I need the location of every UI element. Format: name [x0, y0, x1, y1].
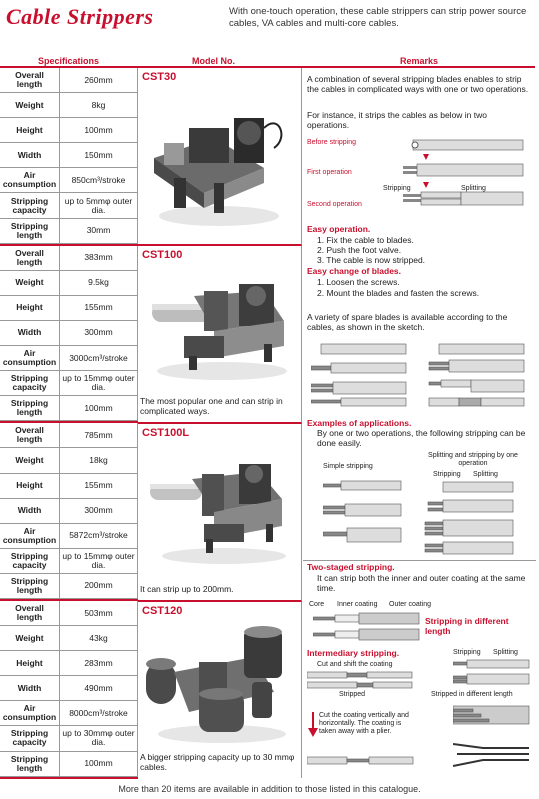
cut-coating-text: Cut the coating vertically and horizontally. The coating is taken away with a plier. — [319, 712, 409, 735]
splitting-label: Splitting — [473, 471, 498, 478]
examples-text: By one or two operations, the following stripping can be done easily. — [317, 428, 526, 448]
specifications-header: Specifications — [38, 56, 100, 66]
label-before-stripping: Before stripping — [307, 139, 357, 146]
spec-row — [0, 499, 138, 524]
spec-label: Air consumption — [0, 524, 60, 548]
spec-row — [0, 601, 138, 626]
spec-value: 503mm — [60, 601, 138, 625]
group-separator — [0, 777, 138, 779]
two-staged-text: It can strip both the inner and outer coating at the same time. — [317, 573, 526, 593]
spec-label: Stripping length — [0, 752, 60, 776]
outer-coating-label: Outer coating — [389, 601, 432, 608]
spec-row — [0, 626, 138, 651]
diff-stripping-label: Stripping — [453, 649, 481, 656]
change-step-2: 2. Mount the blades and fasten the screws. — [317, 288, 480, 298]
remarks-divider — [303, 560, 536, 561]
remarks-para-3: A variety of spare blades is available according to the cables, as shown in the sketch. — [307, 312, 508, 332]
spec-label: Width — [0, 499, 60, 523]
spec-row — [0, 321, 138, 346]
spec-label: Width — [0, 143, 60, 167]
cst120-machine-image — [144, 622, 294, 747]
spec-row — [0, 143, 138, 168]
stripping-diagram — [403, 136, 533, 216]
stripped-label: Stripped — [339, 691, 366, 698]
spec-label: Air consumption — [0, 168, 60, 192]
label-first-operation: First operation — [307, 169, 352, 176]
two-staged-title: Two-staged stripping. — [307, 562, 395, 572]
spec-label: Overall length — [0, 246, 60, 270]
spec-label: Overall length — [0, 601, 60, 625]
spec-row — [0, 574, 138, 599]
cst30-machine-image — [144, 88, 294, 238]
spec-value: 8kg — [60, 93, 138, 117]
easy-step-3: 3. The cable is now stripped. — [317, 255, 426, 265]
spec-row — [0, 93, 138, 118]
intro-text: With one-touch operation, these cable strippers can strip power source cables, VA cables and multi-core cables. — [229, 6, 527, 29]
intermediary-result-sketch — [307, 754, 417, 768]
spec-label: Height — [0, 296, 60, 320]
spec-row — [0, 219, 138, 244]
spec-table — [0, 68, 138, 779]
spec-value: 150mm — [60, 143, 138, 167]
spec-label: Stripping capacity — [0, 726, 60, 750]
spec-value: 300mm — [60, 321, 138, 345]
model-name: CST120 — [142, 605, 183, 617]
split-strip-label: Splitting and stripping by one operation — [428, 452, 518, 467]
spec-value: 850cm³/stroke — [60, 168, 138, 192]
spec-label: Width — [0, 321, 60, 345]
spec-row — [0, 448, 138, 473]
spec-row — [0, 524, 138, 549]
spec-value: up to 15mmφ outer dia. — [60, 371, 138, 395]
examples-title: Examples of applications. — [307, 418, 412, 428]
spec-value: 155mm — [60, 296, 138, 320]
easy-step-2: 2. Push the foot valve. — [317, 245, 402, 255]
spec-label: Overall length — [0, 423, 60, 447]
easy-operation-title: Easy operation. — [307, 224, 371, 234]
intermediary-title: Intermediary stripping. — [307, 648, 400, 658]
spec-row — [0, 168, 138, 193]
cst100-machine-image — [144, 266, 294, 386]
model-column — [138, 68, 302, 778]
simple-stripping-label: Simple stripping — [323, 463, 373, 470]
spec-label: Weight — [0, 93, 60, 117]
core-label: Core — [309, 601, 325, 608]
spec-label: Weight — [0, 271, 60, 295]
spec-value: 260mm — [60, 68, 138, 92]
spec-label: Stripping capacity — [0, 371, 60, 395]
spec-row — [0, 549, 138, 574]
spec-label: Air consumption — [0, 701, 60, 725]
spec-value: 200mm — [60, 574, 138, 598]
spec-label: Stripping length — [0, 219, 60, 243]
spec-value: 283mm — [60, 651, 138, 675]
label-splitting: Splitting — [461, 185, 486, 192]
spec-label: Air consumption — [0, 346, 60, 370]
spec-row — [0, 752, 138, 777]
remarks-para-1: A combination of several stripping blades enables to strip the cables in complicated ways with one or two operations. — [307, 74, 529, 94]
model-cst120 — [138, 602, 302, 778]
spec-label: Height — [0, 118, 60, 142]
spec-value: 100mm — [60, 118, 138, 142]
spec-label: Overall length — [0, 68, 60, 92]
spec-value: 100mm — [60, 396, 138, 420]
model-cst100 — [138, 246, 302, 424]
spec-row — [0, 371, 138, 396]
spec-value: 8000cm³/stroke — [60, 701, 138, 725]
spec-value: 5872cm³/stroke — [60, 524, 138, 548]
spec-row — [0, 423, 138, 448]
spec-value: 155mm — [60, 474, 138, 498]
diff-length-sketch-2 — [453, 704, 533, 776]
model-name: CST30 — [142, 71, 177, 83]
spec-value: 785mm — [60, 423, 138, 447]
spec-value: 100mm — [60, 752, 138, 776]
spec-row — [0, 651, 138, 676]
label-stripping: Stripping — [383, 185, 411, 192]
inner-coating-label: Inner coating — [337, 601, 378, 608]
spec-label: Stripping capacity — [0, 549, 60, 573]
model-caption: It can strip up to 200mm. — [140, 584, 234, 594]
spec-row — [0, 193, 138, 218]
spec-row — [0, 296, 138, 321]
applications-sketch — [323, 480, 533, 560]
cut-shift-label: Cut and shift the coating — [317, 661, 393, 668]
spec-row — [0, 701, 138, 726]
spec-row — [0, 474, 138, 499]
remarks-header: Remarks — [400, 56, 439, 66]
page-title: Cable Strippers — [6, 4, 154, 29]
intermediary-sketch — [307, 670, 417, 690]
spec-row — [0, 726, 138, 751]
model-caption: A bigger stripping capacity up to 30 mmφ cables. — [140, 752, 295, 772]
spec-label: Width — [0, 676, 60, 700]
spec-row — [0, 396, 138, 421]
spec-label: Weight — [0, 448, 60, 472]
two-staged-sketch — [313, 611, 423, 645]
spec-label: Stripping capacity — [0, 193, 60, 217]
spec-label: Stripping length — [0, 574, 60, 598]
spec-row — [0, 346, 138, 371]
model-cst30 — [138, 68, 302, 246]
spec-label: Stripping length — [0, 396, 60, 420]
spec-value: up to 30mmφ outer dia. — [60, 726, 138, 750]
model-caption: The most popular one and can strip in complicated ways. — [140, 396, 283, 416]
change-step-1: 1. Loosen the screws. — [317, 277, 400, 287]
spec-row — [0, 271, 138, 296]
spec-row — [0, 68, 138, 93]
spec-value: 3000cm³/stroke — [60, 346, 138, 370]
model-name: CST100 — [142, 249, 183, 261]
spec-label: Height — [0, 651, 60, 675]
remarks-column — [303, 68, 536, 778]
spec-row — [0, 246, 138, 271]
cst100l-machine-image — [144, 444, 294, 569]
model-name: CST100L — [142, 427, 190, 439]
spec-value: 383mm — [60, 246, 138, 270]
model-cst100l — [138, 424, 302, 602]
spec-value: up to 5mmφ outer dia. — [60, 193, 138, 217]
spec-label: Weight — [0, 626, 60, 650]
spec-value: 9.5kg — [60, 271, 138, 295]
label-second-operation: Second operation — [307, 201, 362, 208]
different-length-title: Stripping in different length — [425, 616, 509, 636]
spec-value: 43kg — [60, 626, 138, 650]
spec-value: 18kg — [60, 448, 138, 472]
spec-label: Height — [0, 474, 60, 498]
easy-step-1: 1. Fix the cable to blades. — [317, 235, 414, 245]
spare-blades-sketch — [311, 338, 533, 414]
red-arrow-icon — [307, 712, 319, 738]
stripping-label: Stripping — [433, 471, 461, 478]
spec-value: 30mm — [60, 219, 138, 243]
stripped-diff-label: Stripped in different length — [431, 691, 513, 698]
spec-row — [0, 676, 138, 701]
spec-value: 300mm — [60, 499, 138, 523]
model-header: Model No. — [192, 56, 235, 66]
spec-row — [0, 118, 138, 143]
spec-value: 490mm — [60, 676, 138, 700]
diff-splitting-label: Splitting — [493, 649, 518, 656]
easy-change-title: Easy change of blades. — [307, 266, 402, 276]
diff-length-sketch-1 — [453, 658, 533, 686]
footer-note: More than 20 items are available in addition to those listed in this catalogue. — [118, 784, 421, 794]
spec-value: up to 15mmφ outer dia. — [60, 549, 138, 573]
remarks-para-2: For instance, it strips the cables as below in two operations. — [307, 110, 487, 130]
